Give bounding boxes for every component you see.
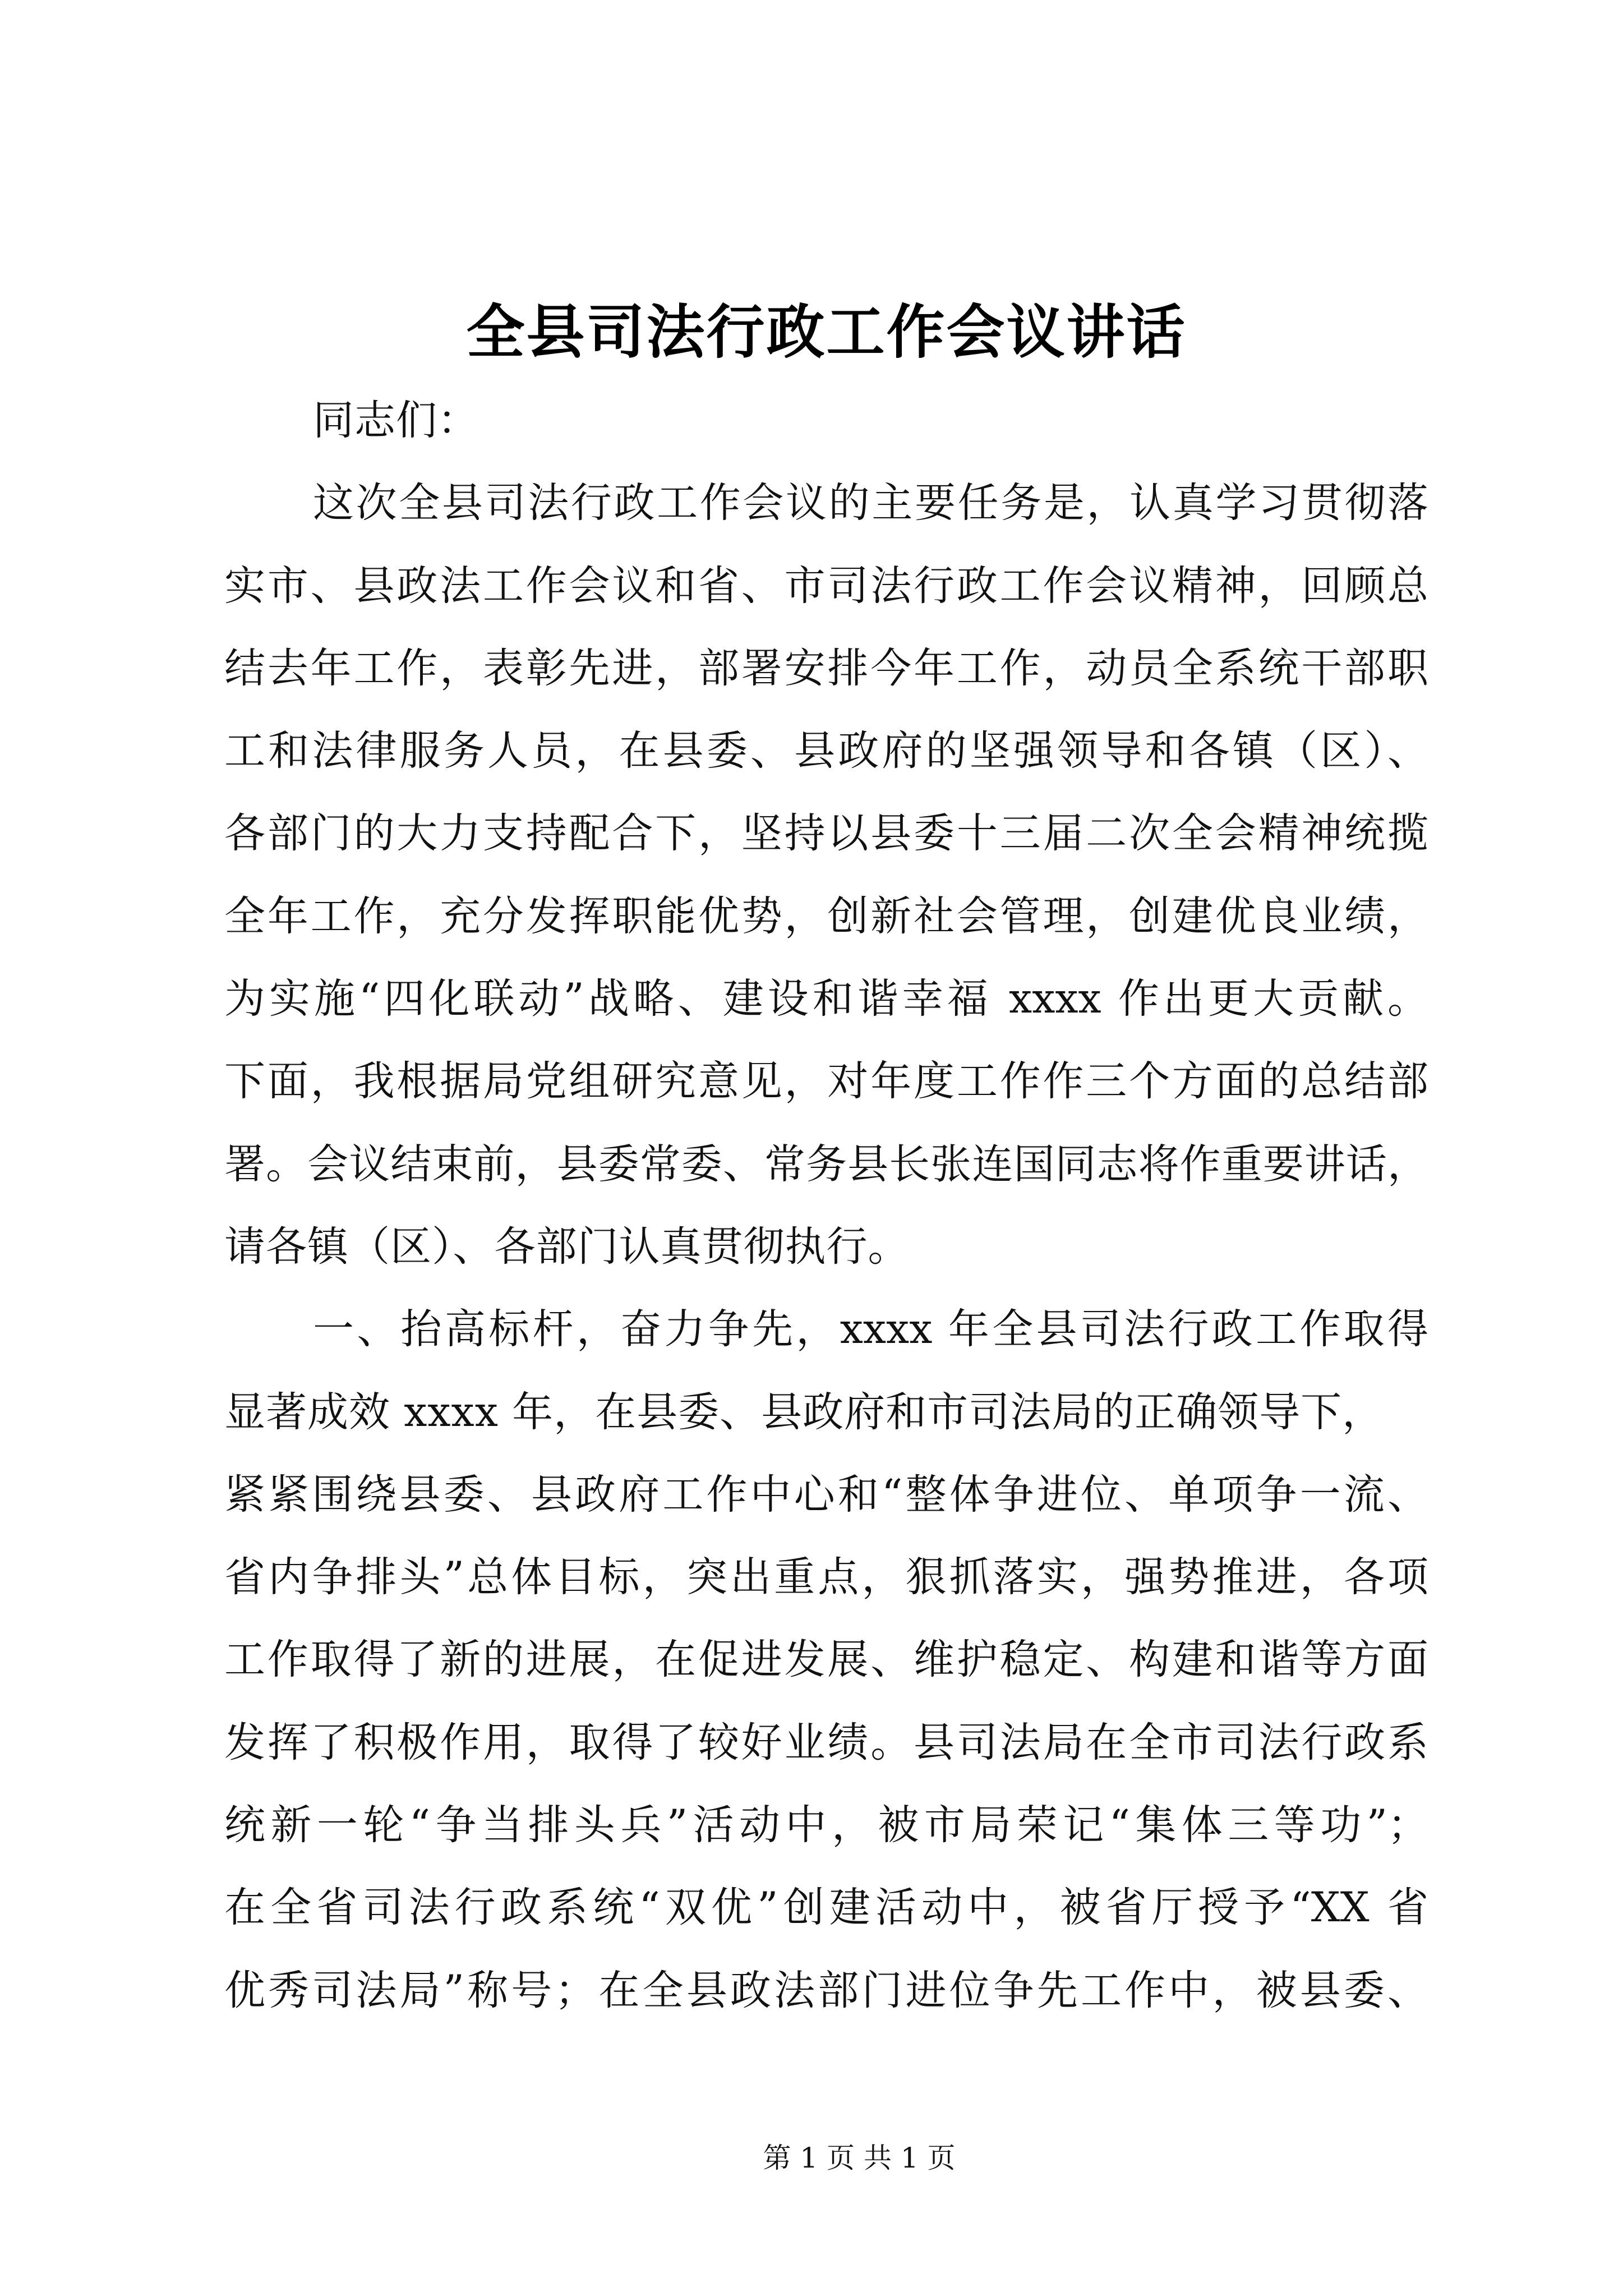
body-line: 工和法律服务人员，在县委、县政府的坚强领导和各镇（区）、 — [224, 727, 1428, 775]
body-line: 工作取得了新的进展，在促进发展、维护稳定、构建和谐等方面 — [224, 1636, 1428, 1684]
body-line: 结去年工作，表彰先进，部署安排今年工作，动员全系统干部职 — [224, 644, 1428, 692]
body-line: 这次全县司法行政工作会议的主要任务是，认真学习贯彻落 — [313, 479, 1428, 527]
body-line: 下面，我根据局党组研究意见，对年度工作作三个方面的总结部 — [224, 1057, 1428, 1106]
body-line: 署。会议结束前，县委常委、常务县长张连国同志将作重要讲话， — [224, 1140, 1428, 1188]
page-footer — [691, 2138, 1027, 2178]
body-line: 优秀司法局”称号；在全县政法部门进位争先工作中，被县委、 — [224, 1966, 1428, 2014]
body-line: 紧紧围绕县委、县政府工作中心和“整体争进位、单项争一流、 — [224, 1470, 1428, 1519]
body-line: 省内争排头”总体目标，突出重点，狠抓落实，强势推进，各项 — [224, 1553, 1428, 1602]
body-line: 显著成效 xxxx 年，在县委、县政府和市司法局的正确领导下， — [224, 1388, 1384, 1436]
section-heading-line: 一、抬高标杆，奋力争先，xxxx 年全县司法行政工作取得 — [313, 1305, 1428, 1354]
page-number: 第 1 页 共 1 页 — [763, 2142, 956, 2174]
document-body — [224, 379, 1428, 2032]
body-line: 实市、县政法工作会议和省、市司法行政工作会议精神，回顾总 — [224, 562, 1428, 610]
body-line: 发挥了积极作用，取得了较好业绩。县司法局在全市司法行政系 — [224, 1718, 1428, 1766]
body-line: 在全省司法行政系统“双优”创建活动中，被省厅授予“XX 省 — [224, 1884, 1428, 1932]
body-line: 请各镇（区）、各部门认真贯彻执行。 — [224, 1222, 910, 1271]
body-line: 各部门的大力支持配合下，坚持以县委十三届二次全会精神统揽 — [224, 809, 1428, 858]
salutation-line: 同志们： — [313, 397, 479, 444]
body-line: 全年工作，充分发挥职能优势，创新社会管理，创建优良业绩， — [224, 892, 1428, 940]
body-line: 为实施“四化联动”战略、建设和谐幸福 xxxx 作出更大贡献。 — [224, 975, 1428, 1023]
body-line: 统新一轮“争当排头兵”活动中，被市局荣记“集体三等功”； — [224, 1801, 1428, 1849]
document-title: 全县司法行政工作会议讲话 — [466, 297, 1187, 366]
